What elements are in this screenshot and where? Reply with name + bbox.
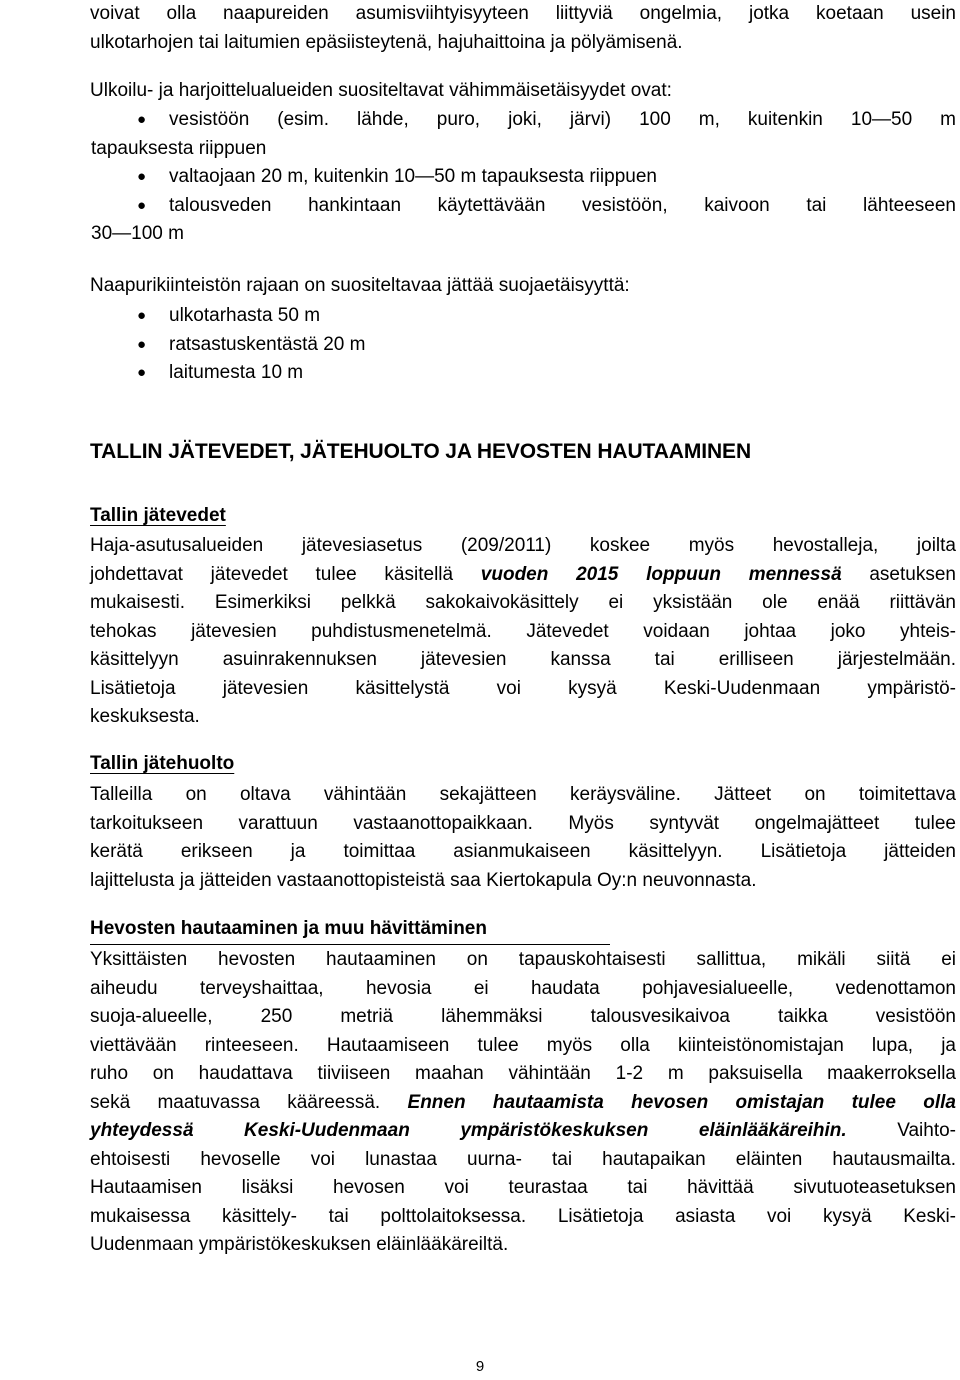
list-item: [0, 331, 956, 360]
bullet-icon: ●: [137, 307, 147, 324]
neighbours-list: [0, 302, 956, 388]
subsection-title-waste: Tallin jätehuolto: [90, 753, 235, 774]
paragraph-line: ruho on haudattava tiiviiseen maahan vähintään 1-2 m paksuisella maakerroksella: [90, 1063, 956, 1084]
list-item-text: valtaojaan 20 m, kuitenkin 10—50 m tapauksesta riippuen: [169, 166, 657, 187]
paragraph-line: keskuksesta.: [90, 706, 200, 727]
wastewater-paragraph: [90, 532, 956, 732]
list-item-text: tapauksesta riippuen: [91, 137, 267, 159]
paragraph-line: viettävään rinteeseen. Hautaamiseen tulee myös olla kiinteistönomistajan lupa, ja: [90, 1034, 956, 1056]
paragraph-line: Talleilla on oltava vähintään sekajätteen keräysväline. Jätteet on toimitettava: [90, 784, 956, 805]
subsection-title-burial: Hevosten hautaaminen ja muu hävittäminen: [90, 918, 487, 939]
paragraph-line: ehtoisesti hevoselle voi lunastaa uurna- tai hautapaikan eläinten hautausmailta.: [90, 1148, 956, 1170]
paragraph-line: aiheudu terveyshaittaa, hevosia ei haudata pohjavesialueelle, vedenottamon: [90, 977, 956, 999]
paragraph-line: lajittelusta ja jätteiden vastaanottopisteistä saa Kiertokapula Oy:n neuvonnasta.: [90, 869, 757, 891]
paragraph-line: Uudenmaan ympäristökeskuksen eläinlääkäreiltä.: [90, 1234, 509, 1255]
bullet-icon: ●: [137, 168, 147, 185]
list-item: [0, 192, 956, 249]
paragraph-line: Yksittäisten hevosten hautaaminen on tapauskohtaisesti sallittua, mikäli siitä ei: [90, 949, 956, 970]
paragraph-line: käsittelyyn asuinrakennuksen jätevesien kanssa tai erilliseen järjestelmään.: [90, 649, 956, 670]
title-underline: [90, 944, 610, 945]
paragraph-line: Lisätietoja jätevesien käsittelystä voi kysyä Keski-Uudenmaan ympäristö-: [90, 677, 956, 699]
distances-lead: Ulkoilu- ja harjoittelualueiden suositeltavat vähimmäisetäisyydet ovat:: [90, 80, 672, 101]
emphasis-contact: yhteydessä Keski-Uudenmaan ympäristökeskuksen eläinlääkäreihin.: [90, 1120, 847, 1141]
list-item-text: laitumesta 10 m: [169, 362, 304, 383]
intro-line: voivat olla naapureiden asumisviihtyisyyteen liittyviä ongelmia, jotka koetaan usein: [90, 3, 956, 24]
emphasis-contact: Ennen hautaamista hevosen omistajan tulee olla: [407, 1091, 956, 1113]
paragraph-line: yhteydessä Keski-Uudenmaan ympäristökeskuksen eläinlääkäreihin. Vaihto-: [90, 1120, 956, 1141]
bullet-icon: ●: [137, 111, 147, 128]
paragraph-line: mukaisessa käsittely- tai polttolaitoksessa. Lisätietoja asiasta voi kysyä Keski-: [90, 1205, 956, 1227]
intro-paragraph: [90, 0, 956, 57]
emphasis-deadline: vuoden 2015 loppuun mennessä: [480, 563, 842, 585]
subsection-title-wastewater: Tallin jätevedet: [90, 505, 226, 526]
list-item-text: ratsastuskentästä 20 m: [169, 333, 366, 355]
paragraph-line: Hautaamisen lisäksi hevosen voi teurastaa tai hävittää sivutuoteasetuksen: [90, 1177, 956, 1198]
waste-paragraph: [90, 781, 956, 895]
distances-list: [0, 106, 956, 249]
paragraph-line: suoja-alueelle, 250 metriä lähemmäksi talousvesikaivoa taikka vesistöön: [90, 1006, 956, 1027]
paragraph-line: kerätä erikseen ja toimittaa asianmukaiseen käsittelyyn. Lisätietoja jätteiden: [90, 841, 956, 862]
paragraph-line: mukaisesti. Esimerkiksi pelkkä sakokaivokäsittely ei yksistään ole enää riittävän: [90, 592, 956, 613]
bullet-icon: ●: [137, 364, 147, 381]
list-item: [0, 359, 956, 388]
burial-paragraph: [90, 946, 956, 1260]
paragraph-line: johdettavat jätevedet tulee käsitellä vuoden 2015 loppuun mennessä asetuksen: [90, 563, 956, 585]
paragraph-line: tehokas jätevesien puhdistusmenetelmä. Jätevedet voidaan johtaa joko yhteis-: [90, 620, 956, 642]
list-item-text: vesistöön (esim. lähde, puro, joki, järvi) 100 m, kuitenkin 10—50 m: [169, 109, 956, 130]
list-item-text: talousveden hankintaan käytettävään vesistöön, kaivoon tai lähteeseen: [169, 194, 956, 216]
neighbours-lead: Naapurikiinteistön rajaan on suositeltavaa jättää suojaetäisyyttä:: [90, 275, 630, 296]
list-item-text: 30—100 m: [91, 223, 184, 244]
bullet-icon: ●: [137, 196, 147, 214]
paragraph-line: tarkoitukseen varattuun vastaanottopaikkaan. Myös syntyvät ongelmajätteet tulee: [90, 812, 956, 834]
list-item: [0, 163, 956, 192]
list-item: [0, 302, 956, 331]
paragraph-line: sekä maatuvassa kääreessä. Ennen hautaamista hevosen omistajan tulee olla: [90, 1091, 956, 1113]
list-item: [0, 106, 956, 163]
paragraph-line: Haja-asutusalueiden jätevesiasetus (209/2011) koskee myös hevostalleja, joilta: [90, 535, 956, 556]
intro-line: ulkotarhojen tai laitumien epäsiisteytenä, hajuhaittoina ja pölyämisenä.: [90, 31, 683, 53]
bullet-icon: ●: [137, 335, 147, 353]
list-item-text: ulkotarhasta 50 m: [169, 305, 321, 326]
section-heading: TALLIN JÄTEVEDET, JÄTEHUOLTO JA HEVOSTEN HAUTAAMINEN: [90, 440, 752, 463]
page-number: 9: [475, 1358, 485, 1375]
